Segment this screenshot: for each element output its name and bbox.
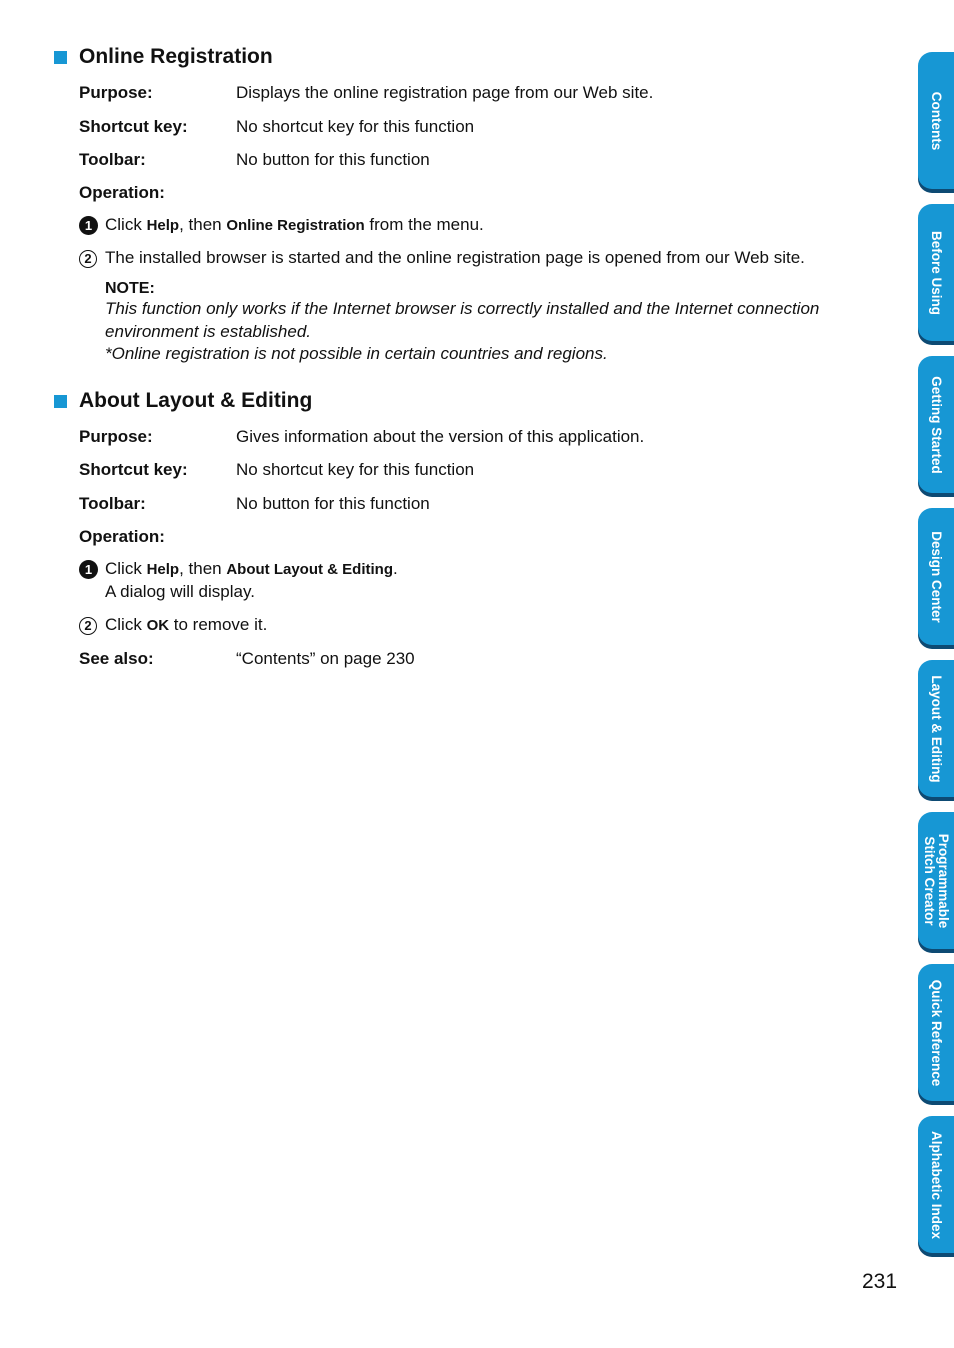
page-number: 231: [862, 1270, 898, 1293]
tab-label: Contents: [929, 91, 944, 150]
square-bullet-icon: [54, 395, 67, 408]
shortcut-value: No shortcut key for this function: [236, 117, 475, 136]
step-text: Click Help, then Online Registration from the menu.: [105, 215, 484, 234]
tab-label: Layout & Editing: [929, 674, 944, 783]
note-line: *Online registration is not possible in certain countries and regions.: [105, 344, 608, 363]
tab-label: Alphabetic Index: [929, 1130, 944, 1239]
step-text: Click OK to remove it.: [105, 615, 268, 634]
step-text: The installed browser is started and the online registration page is opened from our Web site.: [105, 248, 805, 267]
step-number-icon: 1: [79, 560, 98, 579]
tab-before-using[interactable]: [918, 204, 954, 341]
menu-command: Online Registration: [226, 217, 365, 234]
tab-quick-reference[interactable]: [918, 964, 954, 1101]
tab-programmable-stitch-creator[interactable]: [918, 812, 954, 949]
step-number-icon: 1: [79, 216, 98, 235]
tab-layout-editing[interactable]: [918, 660, 954, 797]
operation-label: Operation:: [79, 183, 165, 202]
note-line: This function only works if the Internet browser is correctly installed and the Internet connection: [105, 299, 820, 318]
shortcut-value: No shortcut key for this function: [236, 460, 475, 479]
step-number-icon: 2: [79, 250, 97, 268]
tab-label: Programmable Stitch Creator: [922, 833, 951, 928]
section-online-registration: [52, 45, 892, 363]
tab-contents[interactable]: [918, 52, 954, 189]
purpose-value: Gives information about the version of this application.: [236, 427, 645, 446]
toolbar-label: Toolbar:: [79, 150, 146, 169]
tab-getting-started[interactable]: [918, 356, 954, 493]
section-title: Online Registration: [79, 45, 273, 68]
purpose-label: Purpose:: [79, 83, 153, 102]
step-number-icon: 2: [79, 617, 97, 635]
section-title: About Layout & Editing: [79, 389, 313, 412]
step-text: Click Help, then About Layout & Editing.: [105, 559, 398, 578]
step-text-continued: A dialog will display.: [105, 582, 255, 601]
toolbar-value: No button for this function: [236, 150, 430, 169]
toolbar-value: No button for this function: [236, 494, 430, 513]
tab-alphabetic-index[interactable]: [918, 1116, 954, 1253]
shortcut-label: Shortcut key:: [79, 117, 188, 136]
note-line: environment is established.: [105, 321, 312, 341]
tab-label: Quick Reference: [929, 979, 944, 1086]
tab-label: Design Center: [929, 530, 944, 623]
tab-label: Before Using: [929, 230, 944, 315]
note-label: NOTE:: [105, 280, 155, 297]
section-heading: [52, 45, 892, 73]
purpose-value: Displays the online registration page from our Web site.: [236, 83, 654, 102]
tab-design-center[interactable]: [918, 508, 954, 645]
square-bullet-icon: [54, 51, 67, 64]
note-box: [105, 280, 819, 366]
menu-command: About Layout & Editing: [226, 561, 393, 578]
toolbar-label: Toolbar:: [79, 494, 146, 513]
see-also-link[interactable]: “Contents” on page 230: [236, 649, 415, 668]
button-command: OK: [146, 617, 170, 634]
shortcut-label: Shortcut key:: [79, 460, 188, 479]
see-also-label: See also:: [79, 649, 154, 668]
operation-label: Operation:: [79, 527, 165, 546]
section-about-layout-editing: [52, 389, 892, 668]
menu-command: Help: [146, 217, 180, 234]
purpose-label: Purpose:: [79, 427, 153, 446]
menu-command: Help: [146, 561, 180, 578]
section-heading: [52, 389, 892, 417]
tab-label: Getting Started: [929, 375, 944, 474]
